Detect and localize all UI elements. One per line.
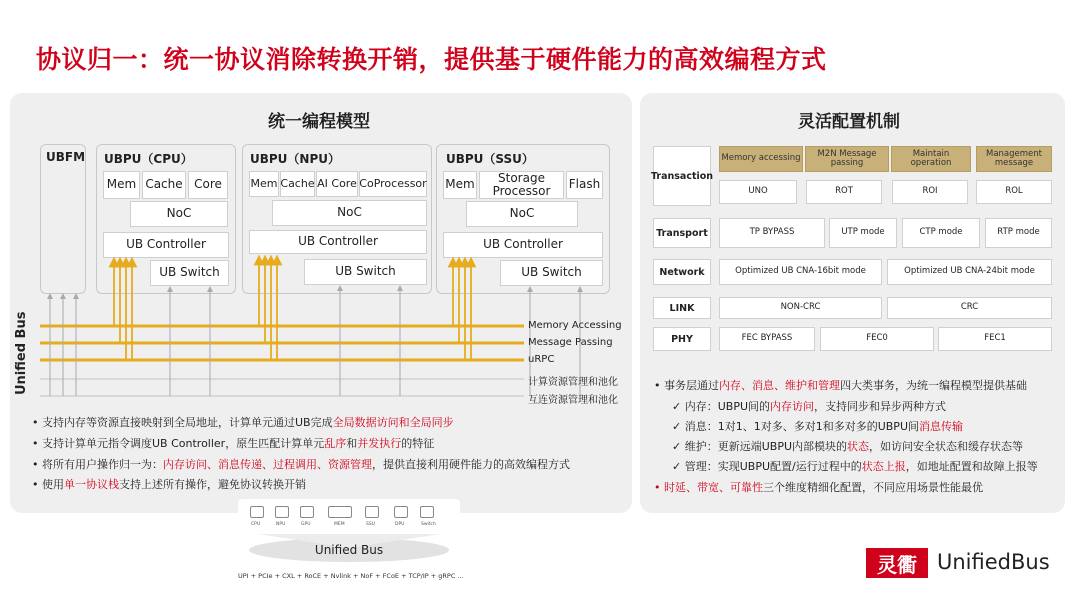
cpu-device-icon (250, 506, 264, 518)
trans-val-2: ROI (892, 180, 968, 204)
device-label: NPU (276, 522, 286, 527)
bus-label-compute: 计算资源管理和池化 (528, 377, 618, 388)
bullet-text: 三个维度精细化配置，不同应用场景性能最优 (763, 481, 983, 494)
protocol-list: UPI + PCIe + CXL + RoCE + Nvlink + NoF + FCoE + TCP/IP + gRPC ... (238, 572, 464, 580)
network-0: Optimized UB CNA-16bit mode (719, 259, 882, 285)
left-bullet-2 (32, 456, 570, 472)
device-label: DPU (395, 522, 405, 527)
npu-ai-core: AI Core (316, 171, 358, 197)
npu-ub-controller: UB Controller (249, 230, 427, 254)
mem-device-icon (328, 506, 352, 518)
bullet-mark: ✓ (672, 400, 685, 413)
ubpu-npu-title: UBPU（NPU） (250, 152, 341, 166)
right-check-0 (672, 398, 946, 414)
highlight-text: 消息传输 (919, 420, 963, 433)
bus-label-urpc: uRPC (528, 354, 555, 365)
switch-device-icon (420, 506, 434, 518)
bullet-text: 维护：更新远端UBPU内部模块的 (684, 440, 848, 453)
highlight-text: 乱序 (324, 437, 347, 450)
npu-ub-switch: UB Switch (304, 259, 427, 285)
right-check-2 (672, 438, 1023, 454)
highlight-text: 单一协议栈 (64, 478, 119, 491)
ubpu-cpu-title: UBPU（CPU） (104, 152, 193, 166)
cpu-ub-switch: UB Switch (150, 260, 229, 286)
ssu-mem: Mem (443, 171, 477, 199)
bullet-dot: • (32, 458, 42, 471)
bullet-text: 支持计算单元指令调度UB Controller，原生匹配计算单元 (42, 437, 325, 450)
bullet-text: 使用 (42, 478, 64, 491)
trans-head-1: M2N Message passing (805, 146, 889, 172)
bus-label-interconnect: 互连资源管理和池化 (528, 395, 618, 406)
bullet-text: 管理：实现UBPU配置/运行过程中的 (684, 460, 862, 473)
bullet-text: 支持上述所有操作，避免协议转换开销 (119, 478, 306, 491)
highlight-text: 时延、带宽、可靠性 (664, 481, 763, 494)
left-bullet-0 (32, 414, 454, 430)
highlight-text: 内存、消息、维护和管理 (719, 379, 840, 392)
highlight-text: 并发执行 (357, 437, 402, 450)
bullet-text: ，支持同步和异步两种方式 (814, 400, 947, 413)
npu-device-icon (275, 506, 289, 518)
device-label: Switch (421, 522, 436, 527)
trans-head-0: Memory accessing (719, 146, 803, 172)
ssu-storage-processor: Storage Processor (479, 171, 564, 199)
trans-val-0: UNO (719, 180, 797, 204)
row-transaction: Transaction (653, 146, 711, 206)
right-bullet-last (654, 479, 983, 495)
bullet-text: 和 (346, 437, 358, 450)
trans-val-3: ROL (976, 180, 1052, 204)
right-check-3 (672, 458, 1038, 474)
bullet-mark: ✓ (672, 460, 685, 473)
device-label: MEM (334, 522, 345, 527)
bullet-mark: • (654, 481, 664, 494)
ssu-flash: Flash (566, 171, 603, 199)
transport-0: TP BYPASS (719, 218, 825, 248)
link-1: CRC (887, 297, 1052, 319)
logo-text: UnifiedBus (937, 550, 1050, 574)
device-label: GPU (301, 522, 311, 527)
highlight-text: 状态 (847, 440, 870, 453)
transport-3: RTP mode (985, 218, 1052, 248)
npu-mem: Mem (249, 171, 279, 197)
transport-1: UTP mode (829, 218, 897, 248)
phy-0: FEC BYPASS (719, 327, 815, 351)
bus-label-memory: Memory Accessing (528, 320, 622, 331)
bullet-dot: • (32, 437, 42, 450)
highlight-text: 全局数据访问和全局同步 (332, 416, 454, 429)
cpu-cache: Cache (142, 171, 186, 199)
bullet-text: 的特征 (401, 437, 435, 450)
bullet-text: 内存：UBPU间的 (684, 400, 771, 413)
gpu-device-icon (300, 506, 314, 518)
bullet-dot: • (32, 416, 42, 429)
page-title: 协议归一：统一协议消除转换开销，提供基于硬件能力的高效编程方式 (36, 45, 827, 74)
logo-mark: 灵衢 (866, 548, 928, 578)
phy-1: FEC0 (820, 327, 934, 351)
bullet-text: 消息：1对1、1对多、多对1和多对多的UBPU间 (684, 420, 919, 433)
row-transport: Transport (653, 218, 711, 248)
link-0: NON-CRC (719, 297, 882, 319)
ubpu-ssu-title: UBPU（SSU） (446, 152, 534, 166)
highlight-text: 内存访问、消息传递、过程调用、资源管理 (163, 458, 372, 471)
bullet-mark: ✓ (672, 420, 685, 433)
row-link: LINK (653, 297, 711, 319)
device-label: SSU (366, 522, 376, 527)
phy-2: FEC1 (938, 327, 1052, 351)
npu-coprocessor: CoProcessor (359, 171, 427, 197)
left-panel-title: 统一编程模型 (268, 112, 370, 132)
trans-val-1: ROT (806, 180, 882, 204)
dpu-device-icon (394, 506, 408, 518)
device-label: CPU (251, 522, 261, 527)
ubfm-label: UBFM (46, 150, 86, 164)
network-1: Optimized UB CNA-24bit mode (887, 259, 1052, 285)
right-panel-title: 灵活配置机制 (798, 112, 900, 132)
bullet-text: ，提供直接利用硬件能力的高效编程方式 (372, 458, 570, 471)
npu-cache: Cache (280, 171, 315, 197)
bullet-text: ，如地址配置和故障上报等 (905, 460, 1038, 473)
highlight-text: 内存访问 (770, 400, 815, 413)
cpu-noc: NoC (130, 201, 228, 227)
bullet-mark: ✓ (672, 440, 685, 453)
trans-head-2: Maintain operation (891, 146, 971, 172)
bullet-text: 四大类事务，为统一编程模型提供基础 (840, 379, 1027, 392)
npu-noc: NoC (272, 200, 427, 226)
ssu-device-icon (365, 506, 379, 518)
bullet-text: 支持内存等资源直接映射到全局地址，计算单元通过UB完成 (42, 416, 333, 429)
highlight-text: 状态上报 (861, 460, 906, 473)
cpu-ub-controller: UB Controller (103, 232, 229, 258)
bullet-text: 事务层通过 (664, 379, 719, 392)
bus-label-message: Message Passing (528, 337, 613, 348)
ssu-noc: NoC (466, 201, 578, 227)
bullet-text: ，如访问安全状态和缓存状态等 (869, 440, 1024, 453)
ssu-ub-switch: UB Switch (500, 260, 603, 286)
bullet-text: 将所有用户操作归一为： (42, 458, 163, 471)
cpu-core: Core (188, 171, 228, 199)
left-bullet-1 (32, 435, 434, 451)
transport-2: CTP mode (902, 218, 980, 248)
right-check-1 (672, 418, 963, 434)
left-bullet-3 (32, 476, 306, 492)
trans-head-3: Management message (976, 146, 1052, 172)
ssu-ub-controller: UB Controller (443, 232, 603, 258)
right-bullet-main (654, 377, 1027, 393)
unified-bus-label: Unified Bus (314, 543, 384, 557)
row-network: Network (653, 259, 711, 285)
bullet-mark: • (654, 379, 664, 392)
cpu-mem: Mem (103, 171, 140, 199)
unified-bus-vertical-label: Unified Bus (14, 311, 29, 395)
bullet-dot: • (32, 478, 42, 491)
row-phy: PHY (653, 327, 711, 351)
